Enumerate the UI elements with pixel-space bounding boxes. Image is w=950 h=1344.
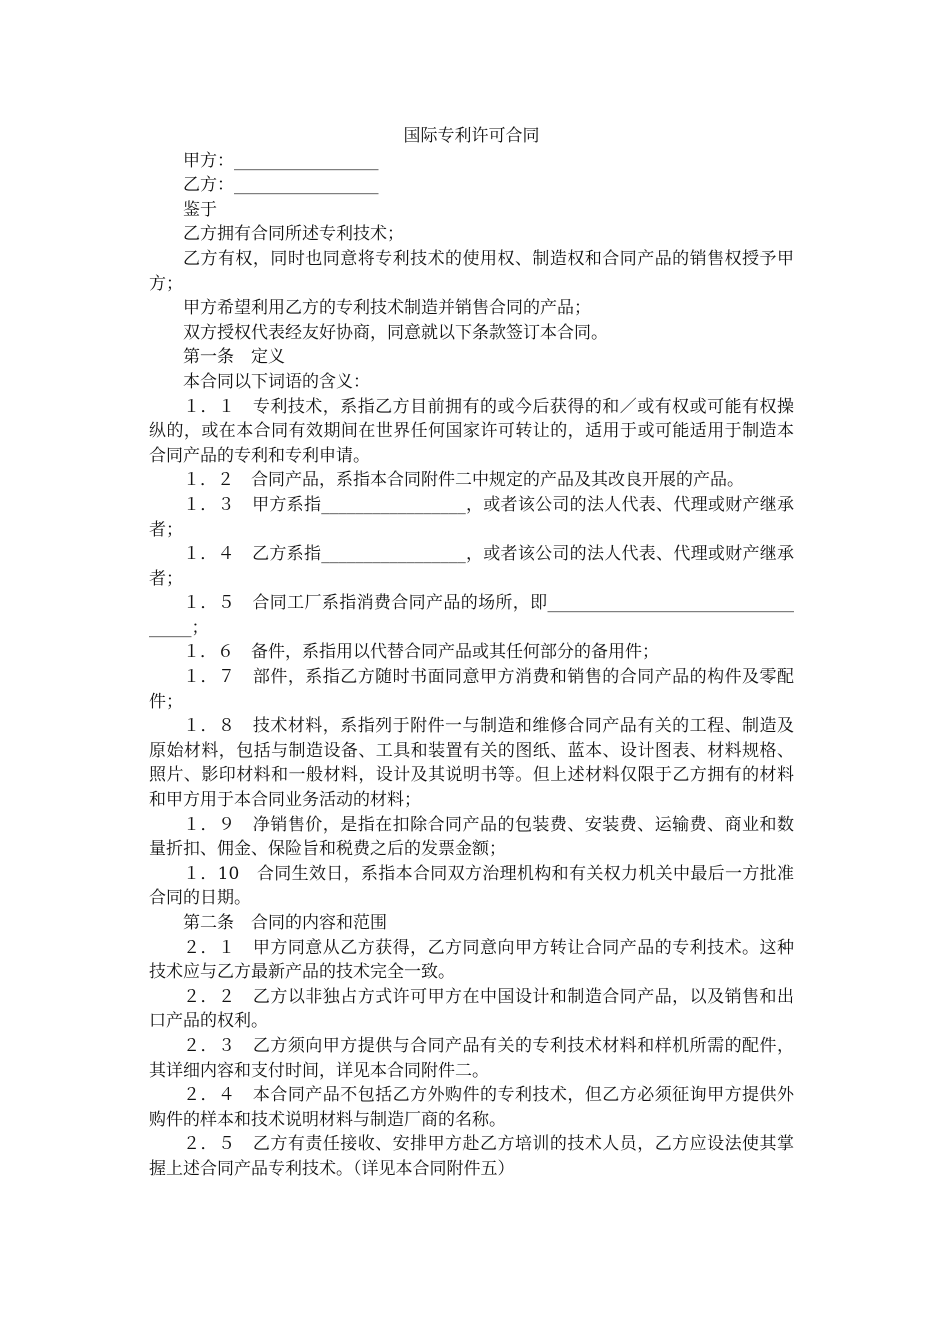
clause-paragraph: ２．３ 乙方须向甲方提供与合同产品有关的专利技术材料和样机所需的配件，其详细内容和支付时间，详见本合同附件二。 [149, 1035, 794, 1081]
clause-paragraph: １．６ 备件，系指用以代替合同产品或其任何部分的备用件； [183, 642, 659, 663]
party-a-line: 甲方：_________________ [183, 150, 379, 171]
clause-paragraph: １．５ 合同工厂系指消费合同产品的场所，即__________________________________； [149, 593, 794, 638]
clause-paragraph: １．７ 部件，系指乙方随时书面同意甲方消费和销售的合同产品的构件及零配件； [149, 667, 794, 712]
clause-paragraph: ２．５ 乙方有责任接收、安排甲方赴乙方培训的技术人员，乙方应设法使其掌握上述合同产品专利技术。（详见本合同附件五） [149, 1134, 794, 1179]
clause-paragraph: １．３ 甲方系指_________________，或者该公司的法人代表、代理或财产继承者； [149, 494, 794, 540]
article-heading: 第一条 定义 [183, 347, 285, 368]
clause-paragraph: ２．２ 乙方以非独占方式许可甲方在中国设计和制造合同产品，以及销售和出口产品的权利。 [149, 986, 794, 1032]
whereas-heading: 鉴于 [183, 199, 217, 220]
recital-paragraph: 甲方希望利用乙方的专利技术制造并销售合同的产品； [183, 298, 591, 319]
party-b-line: 乙方：_________________ [183, 175, 379, 196]
clause-paragraph: １．２ 合同产品，系指本合同附件二中规定的产品及其改良开展的产品。 [183, 470, 744, 491]
article-heading: 第二条 合同的内容和范围 [183, 913, 387, 933]
clause-paragraph: ２．１ 甲方同意从乙方获得，乙方同意向甲方转让合同产品的专利技术。这种技术应与乙方最新产品的技术完全一致。 [149, 937, 794, 983]
clause-paragraph: １．１ 专利技术，系指乙方目前拥有的或今后获得的和／或有权或可能有权操纵的，或在本合同有效期间在世界任何国家许可转让的，适用于或可能适用于制造本合同产品的专利和专利申请。 [149, 396, 794, 466]
recital-paragraph: 乙方拥有合同所述专利技术； [183, 224, 404, 245]
document-title: 国际专利许可合同 [403, 126, 540, 146]
clause-paragraph: １．４ 乙方系指_________________，或者该公司的法人代表、代理或财产继承者； [149, 544, 794, 589]
clause-paragraph: １．８ 技术材料，系指列于附件一与制造和维修合同产品有关的工程、制造及原始材料，包括与制造设备、工具和装置有关的图纸、蓝本、设计图表、材料规格、照片、影印材料和一般材料，设计及其说明书等。但上述材料仅限于乙方拥有的材料和甲方用于本合同业务活动的材料； [149, 716, 794, 811]
definitions-intro: 本合同以下词语的含义： [183, 371, 370, 392]
recital-paragraph: 乙方有权，同时也同意将专利技术的使用权、制造权和合同产品的销售权授予甲方； [149, 248, 794, 294]
clause-paragraph: １．９ 净销售价，是指在扣除合同产品的包装费、安装费、运输费、商业和数量折扣、佣金、保险旨和税费之后的发票金额； [149, 814, 794, 860]
clause-paragraph: ２．４ 本合同产品不包括乙方外购件的专利技术，但乙方必须征询甲方提供外购件的样本和技术说明材料与制造厂商的名称。 [149, 1085, 794, 1130]
recital-paragraph: 双方授权代表经友好协商，同意就以下条款签订本合同。 [183, 322, 608, 343]
document-body [149, 124, 794, 1182]
clause-paragraph: １．10 合同生效日，系指本合同双方治理机构和有关权力机关中最后一方批准合同的日期。 [149, 863, 794, 909]
